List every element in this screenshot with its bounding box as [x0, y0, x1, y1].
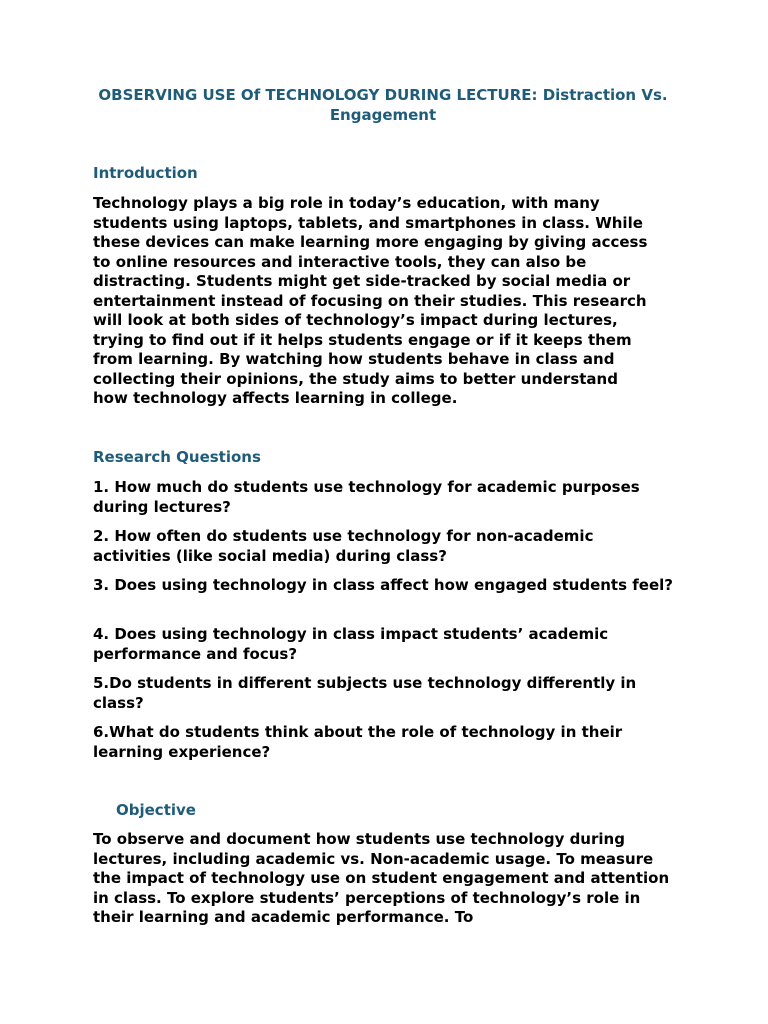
document-title: OBSERVING USE Of TECHNOLOGY DURING LECTURE: Distraction Vs. Engagement	[98, 86, 668, 124]
research-question-item: 3. Does using technology in class affect how engaged students feel?	[93, 576, 673, 594]
introduction-heading: Introduction	[93, 164, 198, 182]
objective-paragraph: To observe and document how students use technology during lectures, including academic vs. Non-academic usage. To measure the impact of technology use on student engagement and attention in class. To explore students’ perceptions of technology’s role in their learning and academic performance. To	[93, 830, 670, 926]
research-question-item: 5.Do students in different subjects use technology differently in class?	[93, 674, 637, 712]
research-question-item: 2. How often do students use technology for non-academic activities (like social media) during class?	[93, 527, 594, 565]
research-question-item: 1. How much do students use technology for academic purposes during lectures?	[93, 478, 640, 516]
introduction-paragraph: Technology plays a big role in today’s education, with many students using laptops, tablets, and smartphones in class. While these devices can make learning more engaging by giving access to online resources and interactive tools, they can also be distracting. Students might get side-tracked by social media or entertainment instead of focusing on their studies. This research will look at both sides of technology’s impact during lectures, trying to find out if it helps students engage or if it keeps them from learning. By watching how students behave in class and collecting their opinions, the study aims to better understand how technology affects learning in college.	[93, 194, 648, 407]
research-question-item: 4. Does using technology in class impact students’ academic performance and focus?	[93, 625, 609, 663]
research-questions-heading: Research Questions	[93, 448, 261, 466]
objective-heading: Objective	[116, 801, 196, 819]
research-question-item: 6.What do students think about the role of technology in their learning experience?	[93, 723, 623, 761]
